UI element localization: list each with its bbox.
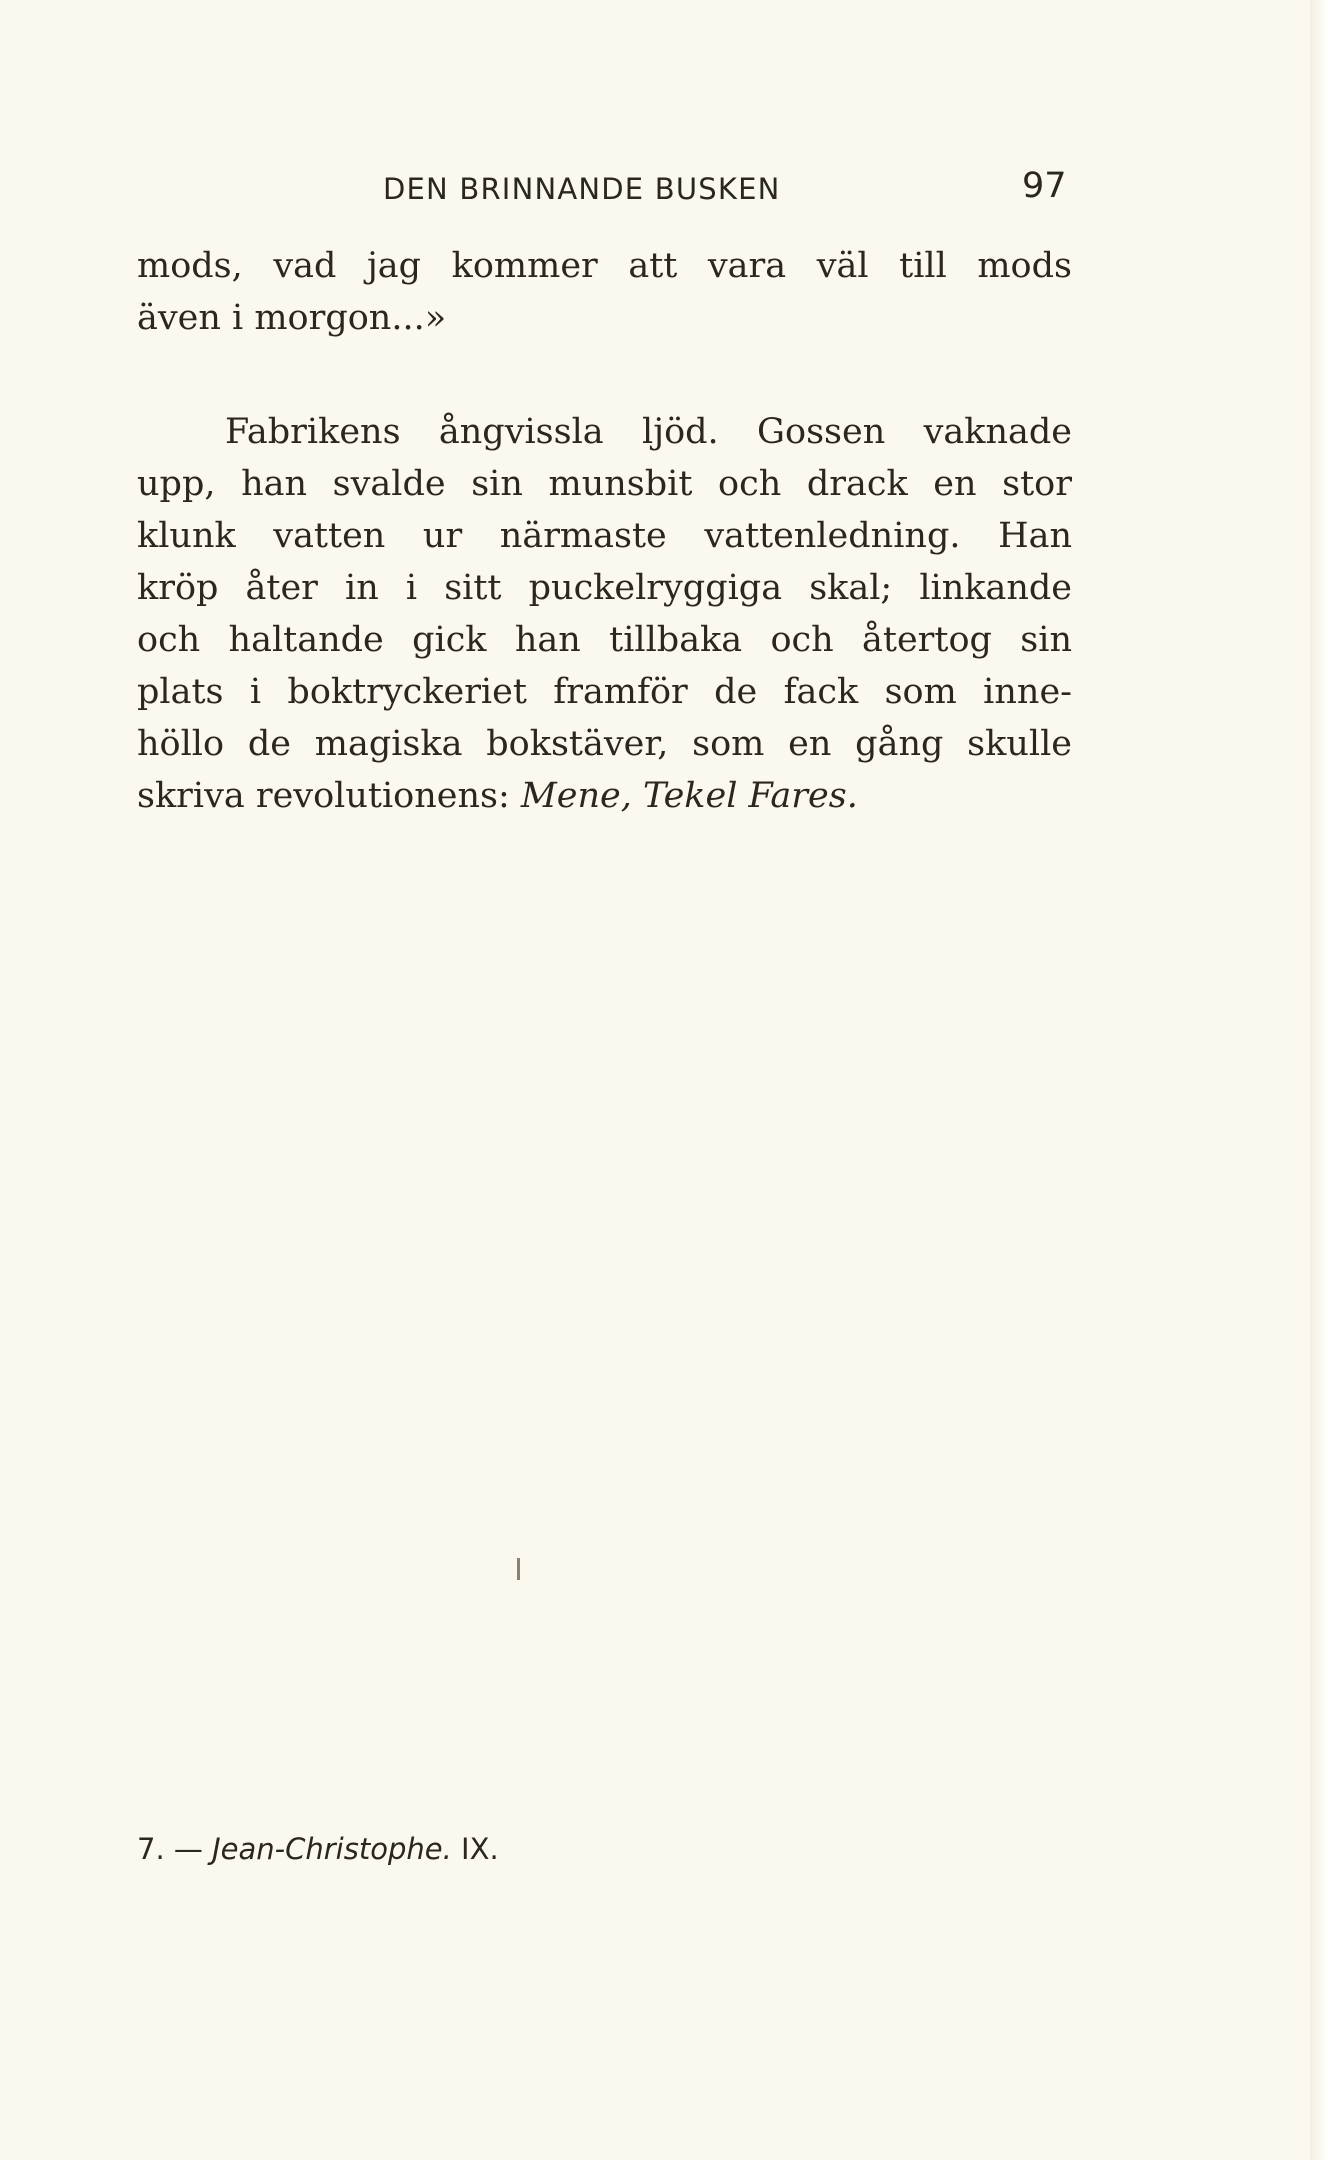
paragraph-gap: [137, 344, 1072, 406]
text-line-last: [137, 770, 1072, 822]
body-text: [137, 240, 1072, 822]
text-line: plats i boktryckeriet framför de fack som inne-: [137, 672, 1072, 712]
italic-phrase: Mene, Tekel Fares.: [520, 776, 858, 816]
text-line: kröp åter in i sitt puckelryggiga skal; linkande: [137, 568, 1072, 608]
text-line: och haltande gick han tillbaka och återtog sin: [137, 620, 1072, 660]
last-line-text: skriva revolutionens:: [137, 776, 521, 816]
signature-number: 7. —: [137, 1832, 203, 1866]
page-edge-bottom: [0, 2160, 1328, 2176]
text-line: även i morgon...»: [137, 298, 447, 338]
running-head: DEN BRINNANDE BUSKEN: [383, 172, 781, 206]
text-line: upp, han svalde sin munsbit och drack en stor: [137, 464, 1072, 504]
signature-volume: IX.: [461, 1832, 499, 1866]
ink-speck: [517, 1558, 520, 1580]
text-line: Fabrikens ångvissla ljöd. Gossen vaknade: [225, 412, 1072, 452]
signature-line: [137, 1832, 499, 1866]
signature-title: Jean-Christophe.: [212, 1832, 452, 1866]
page-edge-right: [1310, 0, 1328, 2176]
text-line: mods, vad jag kommer att vara väl till mods: [137, 246, 1072, 286]
text-line: höllo de magiska bokstäver, som en gång skulle: [137, 724, 1072, 764]
page-number: 97: [1022, 166, 1067, 206]
text-line: klunk vatten ur närmaste vattenledning. Han: [137, 516, 1072, 556]
